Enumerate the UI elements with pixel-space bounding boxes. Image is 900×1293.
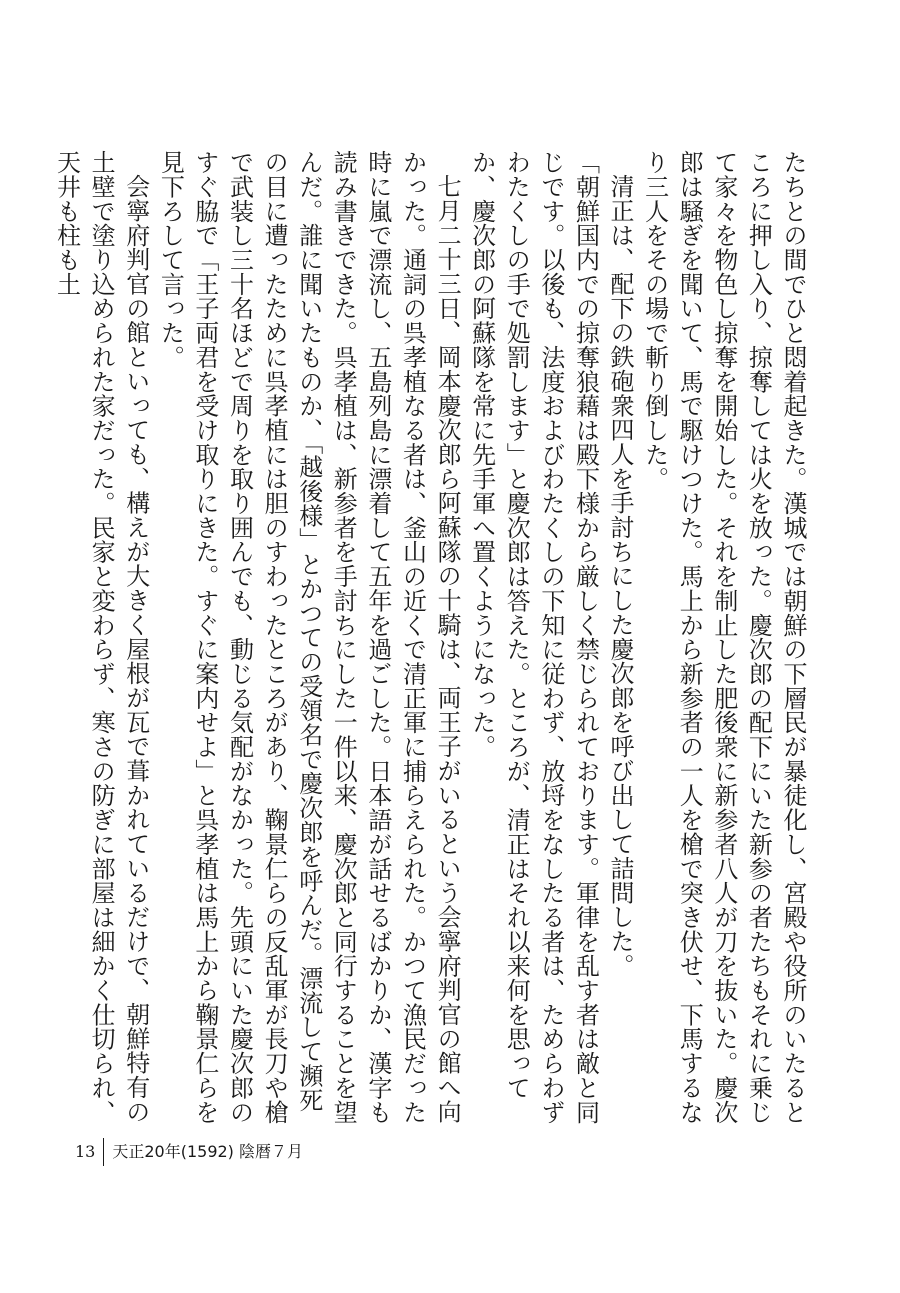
paragraph-2: 清正は、配下の鉄砲衆四人を手討ちにした慶次郎を呼び出して詰問した。: [606, 174, 635, 978]
paragraph-1: たちとの間でひと悶着起きた。漢城では朝鮮の下層民が暴徒化し、宮殿や役所のいたるところに押し入り、掠奪しては火を放った。慶次郎の配下にいた新参の者たちもそれに乗じて家々を物色し掠奪を開始した。それを制止した肥後衆に新参者八人が刀を抜いた。慶次郎は騒ぎを聞いて、馬で駆けつけた。馬上から新参者の一人を槍で突き伏せ、下馬するなり三人をその場で斬り倒した。: [640, 150, 807, 1124]
paragraph-4: 七月二十三日、岡本慶次郎ら阿蘇隊の十騎は、両王子がいるという会寧府判官の館へ向かった。通詞の呉孝植なる者は、釜山の近くで清正軍に捕らえられた。かつて漁民だった時に嵐で漂流し、五島列島に漂着して五年を過ごした。日本語が話せるばかりか、漢字も読み書きできた。呉孝植は、新参者を手討ちにした一件以来、慶次郎と同行することを望んだ。誰に聞いたものか、「越後様」とかつての受領名で慶次郎を呼んだ。漂流して瀕死の目に遭ったために呉孝植には胆のすわったところがあり、鞠景仁らの反乱軍が長刀や槍で武装し三十名ほどで周りを取り囲んでも、動じる気配がなかった。先頭にいた慶次郎のすぐ脇で「王子両君を受け取りにきた。すぐに案内せよ」と呉孝植は馬上から鞠景仁らを見下ろして言った。: [156, 150, 462, 1124]
running-head: 天正20年(1592) 陰暦７月: [112, 1142, 304, 1161]
paragraph-5: 会寧府判官の館といっても、構えが大きく屋根が瓦で葺かれているだけで、朝鮮特有の土壁で塗り込められた家だった。民家と変わらず、寒さの防ぎに部屋は細かく仕切られ、天井も柱も土: [52, 150, 150, 1124]
page-number: 13: [75, 1142, 96, 1161]
page-footer: [75, 1137, 303, 1167]
paragraph-3: 「朝鮮国内での掠奪狼藉は殿下様から厳しく禁じられております。軍律を乱す者は敵と同じです。以後も、法度およびわたくしの下知に従わず、放埒をなしたる者は、ためらわずわたくしの手で処罰します」と慶次郎は答えた。ところが、清正はそれ以来何を思ってか、慶次郎の阿蘇隊を常に先手軍へ置くようになった。: [467, 150, 600, 1124]
vertical-body-text: [52, 150, 810, 1135]
